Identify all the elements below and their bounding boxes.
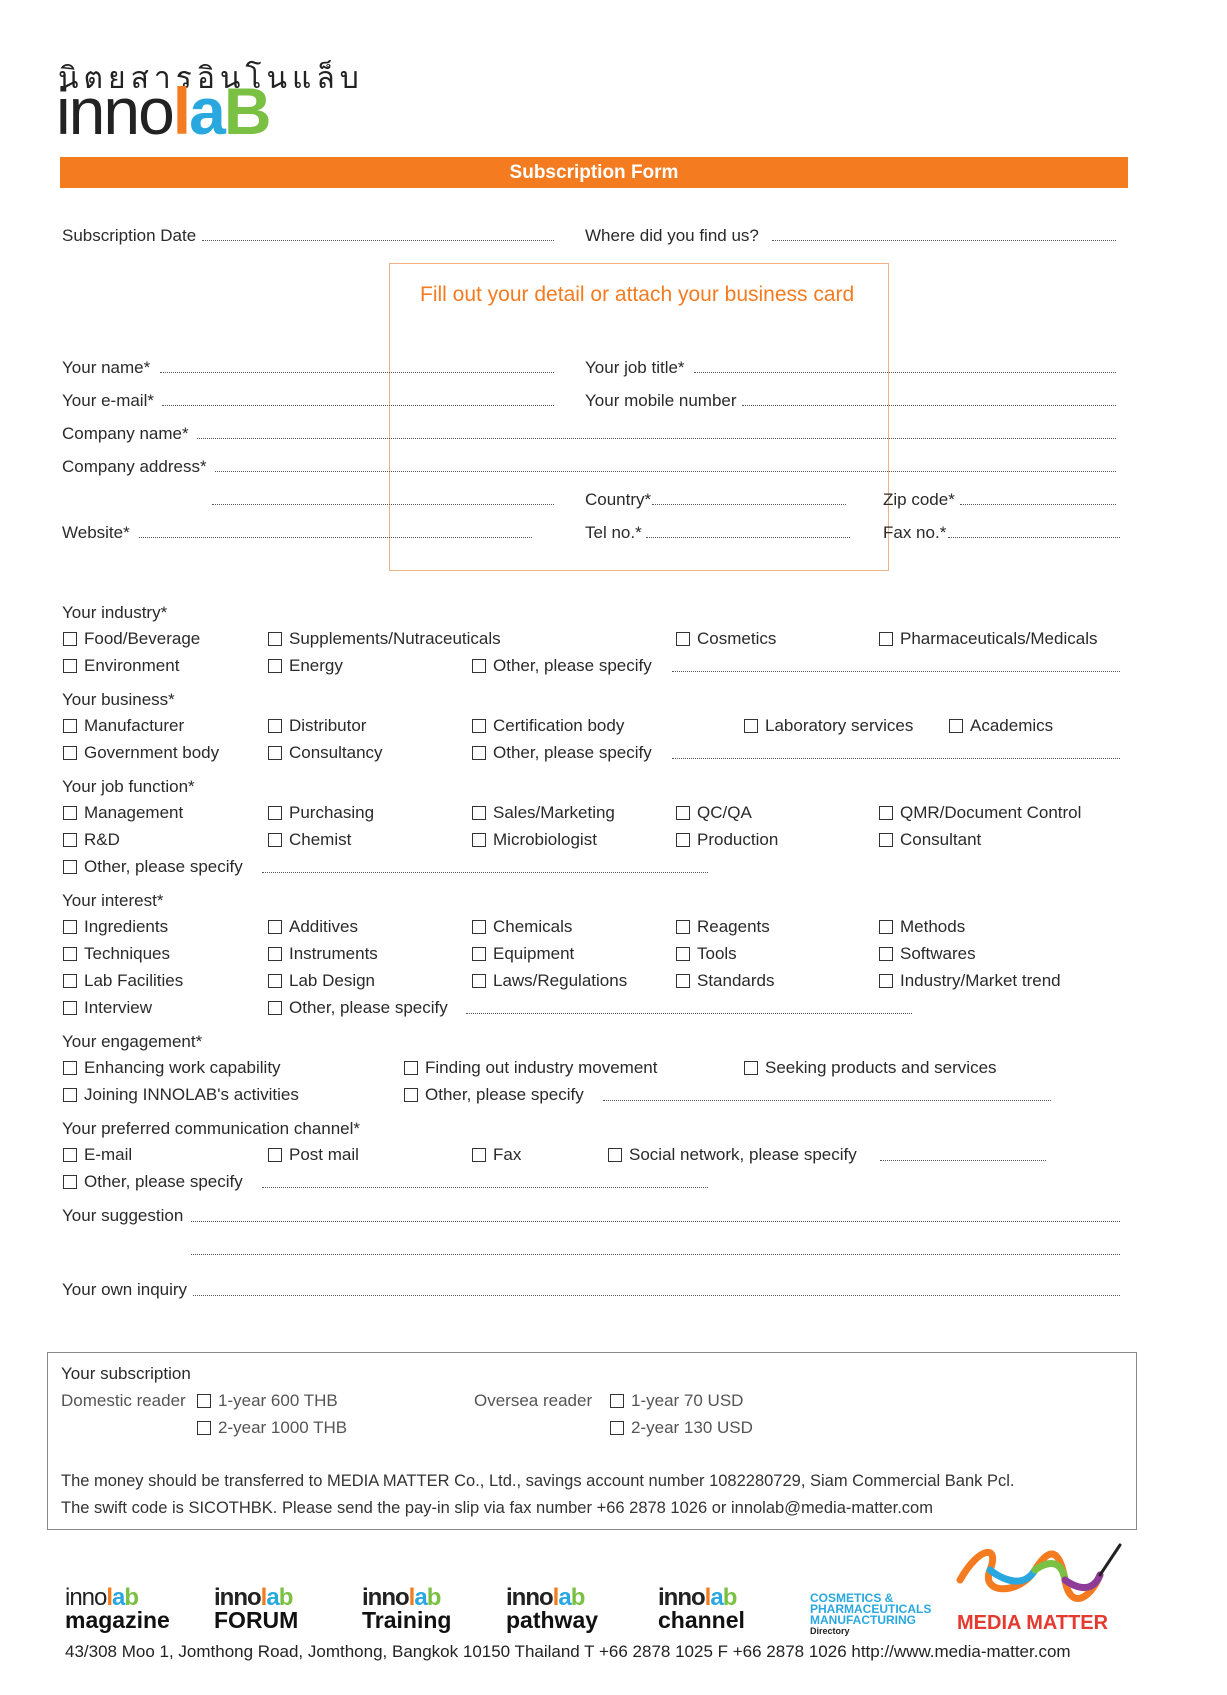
company-label: Company name* <box>62 424 189 443</box>
checkbox-finding-out[interactable] <box>404 1058 657 1078</box>
channel-other-field[interactable] <box>262 1187 708 1188</box>
checkbox-box[interactable] <box>676 947 690 961</box>
option-label: Fax <box>493 1145 522 1164</box>
checkbox-instruments[interactable] <box>268 944 378 964</box>
checkbox-academics[interactable] <box>949 716 1053 736</box>
brand-lab-letter: b <box>278 1584 293 1611</box>
mobile-field[interactable] <box>742 405 1116 406</box>
checkbox-box[interactable] <box>608 1148 622 1162</box>
fax-label: Fax no.* <box>883 523 947 542</box>
option-label: 2-year 130 USD <box>631 1418 753 1437</box>
checkbox-box[interactable] <box>197 1421 211 1435</box>
checkbox-supplements[interactable] <box>268 629 501 649</box>
option-label: Interview <box>84 998 153 1017</box>
option-label: Enhancing work capability <box>84 1058 281 1077</box>
brand-lab-letter: a <box>558 1584 571 1611</box>
checkbox-box[interactable] <box>63 1001 77 1015</box>
checkbox-box[interactable] <box>268 632 282 646</box>
checkbox-box[interactable] <box>63 1148 77 1162</box>
option-label: Management <box>84 803 184 822</box>
option-label: Other, please specify <box>425 1085 584 1104</box>
checkbox-market-trend[interactable] <box>879 971 1061 991</box>
checkbox-chemist[interactable] <box>268 830 351 850</box>
checkbox-box[interactable] <box>63 659 77 673</box>
brand-bottom: magazine <box>65 1607 170 1633</box>
checkbox-domestic-1year[interactable] <box>197 1391 338 1411</box>
checkbox-box[interactable] <box>744 719 758 733</box>
tel-field[interactable] <box>646 537 850 538</box>
brand-lab-letter: b <box>722 1584 737 1611</box>
option-label: Energy <box>289 656 343 675</box>
checkbox-box[interactable] <box>472 1148 486 1162</box>
suggestion-label: Your suggestion <box>62 1206 184 1225</box>
tel-label: Tel no.* <box>585 523 642 542</box>
checkbox-box[interactable] <box>472 806 486 820</box>
option-label: Equipment <box>493 944 575 963</box>
option-label: Sales/Marketing <box>493 803 615 822</box>
checkbox-management[interactable] <box>63 803 183 823</box>
option-label: Joining INNOLAB's activities <box>84 1085 299 1104</box>
address-field-line1[interactable] <box>215 471 1116 472</box>
checkbox-box[interactable] <box>404 1061 418 1075</box>
checkbox-box[interactable] <box>610 1394 624 1408</box>
checkbox-methods[interactable] <box>879 917 965 937</box>
option-label: Reagents <box>697 917 770 936</box>
checkbox-box[interactable] <box>63 1088 77 1102</box>
checkbox-box[interactable] <box>268 974 282 988</box>
brand-bottom: pathway <box>506 1607 599 1633</box>
checkbox-box[interactable] <box>472 746 486 760</box>
form-title: Subscription Form <box>509 162 679 183</box>
option-label: Post mail <box>289 1145 359 1164</box>
subscription-date-label: Subscription Date <box>62 226 197 245</box>
checkbox-ingredients[interactable] <box>63 917 168 937</box>
checkbox-box[interactable] <box>268 719 282 733</box>
option-label: Other, please specify <box>289 998 448 1017</box>
brand-lab-letter: a <box>112 1584 125 1611</box>
checkbox-box[interactable] <box>744 1061 758 1075</box>
option-label: QC/QA <box>697 803 752 822</box>
checkbox-box[interactable] <box>268 806 282 820</box>
option-label: Finding out industry movement <box>425 1058 658 1077</box>
checkbox-oversea-2year[interactable] <box>610 1418 753 1438</box>
checkbox-industry-other[interactable] <box>472 656 652 676</box>
option-label: Consultancy <box>289 743 383 762</box>
checkbox-sales-marketing[interactable] <box>472 803 615 823</box>
checkbox-qc-qa[interactable] <box>676 803 752 823</box>
subscription-label: Your subscription <box>61 1364 191 1383</box>
cpm-line: MANUFACTURING <box>810 1613 916 1627</box>
checkbox-softwares[interactable] <box>879 944 976 964</box>
interest-label: Your interest* <box>62 891 164 910</box>
industry-label: Your industry* <box>62 603 168 622</box>
checkbox-social-network[interactable] <box>608 1145 857 1165</box>
option-label: Supplements/Nutraceuticals <box>289 629 501 648</box>
checkbox-post-mail[interactable] <box>268 1145 359 1165</box>
option-label: Tools <box>697 944 737 963</box>
checkbox-production[interactable] <box>676 830 778 850</box>
brand-lab-letter: l <box>408 1584 415 1611</box>
checkbox-manufacturer[interactable] <box>63 716 184 736</box>
job-title-field[interactable] <box>694 372 1116 373</box>
cpm-directory-logo <box>810 1593 931 1637</box>
option-label: Chemist <box>289 830 352 849</box>
brand-lab-letter: b <box>570 1584 585 1611</box>
checkbox-joining[interactable] <box>63 1085 299 1105</box>
checkbox-email[interactable] <box>63 1145 132 1165</box>
option-label: Instruments <box>289 944 378 963</box>
option-label: Government body <box>84 743 220 762</box>
option-label: Other, please specify <box>493 656 652 675</box>
checkbox-box[interactable] <box>879 974 893 988</box>
payment-note-1: The money should be transferred to MEDIA MATTER Co., Ltd., savings account number 1082280729, Siam Commercial Bank Pcl. <box>61 1472 1015 1490</box>
option-label: QMR/Document Control <box>900 803 1082 822</box>
checkbox-box[interactable] <box>197 1394 211 1408</box>
job-other-field[interactable] <box>262 872 708 873</box>
option-label: Methods <box>900 917 966 936</box>
checkbox-box[interactable] <box>472 833 486 847</box>
brand-bottom: channel <box>658 1607 745 1633</box>
checkbox-energy[interactable] <box>268 656 343 676</box>
checkbox-box[interactable] <box>63 947 77 961</box>
checkbox-box[interactable] <box>63 860 77 874</box>
media-matter-swoosh-icon <box>950 1540 1125 1610</box>
option-label: Additives <box>289 917 358 936</box>
option-label: Laws/Regulations <box>493 971 628 990</box>
checkbox-domestic-2year[interactable] <box>197 1418 347 1438</box>
innolab-logo <box>56 74 270 148</box>
checkbox-box[interactable] <box>610 1421 624 1435</box>
brand-bottom: Training <box>362 1607 452 1633</box>
option-label: Certification body <box>493 716 625 735</box>
checkbox-box[interactable] <box>63 920 77 934</box>
checkbox-box[interactable] <box>879 947 893 961</box>
zip-field[interactable] <box>960 504 1116 505</box>
name-label: Your name* <box>62 358 151 377</box>
option-label: Standards <box>697 971 775 990</box>
brand-lab-letter: a <box>414 1584 427 1611</box>
option-label: Microbiologist <box>493 830 597 849</box>
cpm-line: PHARMACEUTICALS <box>810 1602 932 1616</box>
inquiry-field[interactable] <box>193 1295 1120 1296</box>
option-label: 2-year 1000 THB <box>218 1418 348 1437</box>
checkbox-enhancing[interactable] <box>63 1058 281 1078</box>
checkbox-interest-other[interactable] <box>268 998 448 1018</box>
checkbox-box[interactable] <box>472 719 486 733</box>
website-field[interactable] <box>139 537 532 538</box>
innolab-forum-logo <box>214 1584 299 1633</box>
checkbox-box[interactable] <box>268 920 282 934</box>
option-label: Academics <box>970 716 1054 735</box>
option-label: Food/Beverage <box>84 629 201 648</box>
company-field[interactable] <box>197 438 1116 439</box>
checkbox-food-beverage[interactable] <box>63 629 200 649</box>
checkbox-box[interactable] <box>63 746 77 760</box>
option-label: Techniques <box>84 944 171 963</box>
option-label: E-mail <box>84 1145 133 1164</box>
checkbox-box[interactable] <box>268 833 282 847</box>
email-label: Your e-mail* <box>62 391 154 410</box>
logo-inno: inno <box>56 74 173 148</box>
checkbox-microbiologist[interactable] <box>472 830 597 850</box>
website-label: Website* <box>62 523 130 542</box>
checkbox-business-other[interactable] <box>472 743 652 763</box>
option-label: Laboratory services <box>765 716 914 735</box>
checkbox-box[interactable] <box>676 974 690 988</box>
option-label: Social network, please specify <box>629 1145 857 1164</box>
checkbox-box[interactable] <box>472 659 486 673</box>
checkbox-lab-design[interactable] <box>268 971 375 991</box>
social-network-field[interactable] <box>880 1160 1046 1161</box>
where-find-label: Where did you find us? <box>585 226 759 245</box>
engagement-other-field[interactable] <box>603 1100 1051 1101</box>
checkbox-qmr[interactable] <box>879 803 1081 823</box>
checkbox-box[interactable] <box>268 1148 282 1162</box>
footer-address: 43/308 Moo 1, Jomthong Road, Jomthong, Bangkok 10150 Thailand T +66 2878 1025 F +66 2878 1026 http://www.media-matter.com <box>65 1642 1071 1661</box>
checkbox-box[interactable] <box>63 719 77 733</box>
option-label: Purchasing <box>289 803 375 822</box>
checkbox-box[interactable] <box>676 833 690 847</box>
fax-field[interactable] <box>948 537 1120 538</box>
address-field-line2[interactable] <box>212 504 554 505</box>
logo-l: l <box>172 74 190 148</box>
checkbox-engagement-other[interactable] <box>404 1085 584 1105</box>
checkbox-certification[interactable] <box>472 716 624 736</box>
interest-other-field[interactable] <box>466 1013 912 1014</box>
option-label: Other, please specify <box>84 1172 243 1191</box>
checkbox-channel-other[interactable] <box>63 1172 243 1192</box>
checkbox-box[interactable] <box>879 833 893 847</box>
option-label: Distributor <box>289 716 367 735</box>
business-other-field[interactable] <box>672 758 1120 759</box>
brand-top: inno <box>658 1584 705 1611</box>
option-label: Softwares <box>900 944 976 963</box>
option-label: Pharmaceuticals/Medicals <box>900 629 1098 648</box>
checkbox-box[interactable] <box>268 746 282 760</box>
option-label: 1-year 600 THB <box>218 1391 338 1410</box>
card-prompt: Fill out your detail or attach your business card <box>420 283 855 306</box>
innolab-magazine-logo <box>65 1584 170 1633</box>
logo-a: a <box>189 74 224 148</box>
checkbox-equipment[interactable] <box>472 944 574 964</box>
engagement-label: Your engagement* <box>62 1032 203 1051</box>
checkbox-consultancy[interactable] <box>268 743 383 763</box>
option-label: Chemicals <box>493 917 573 936</box>
checkbox-techniques[interactable] <box>63 944 170 964</box>
option-label: R&D <box>84 830 120 849</box>
checkbox-chemicals[interactable] <box>472 917 572 937</box>
brand-top: inno <box>65 1584 107 1611</box>
job-function-label: Your job function* <box>62 777 195 796</box>
business-label: Your business* <box>62 690 175 709</box>
checkbox-oversea-1year[interactable] <box>610 1391 743 1411</box>
option-label: Production <box>697 830 779 849</box>
checkbox-lab-facilities[interactable] <box>63 971 183 991</box>
checkbox-box[interactable] <box>404 1088 418 1102</box>
checkbox-box[interactable] <box>63 806 77 820</box>
oversea-label: Oversea reader <box>474 1391 593 1410</box>
checkbox-box[interactable] <box>63 974 77 988</box>
logo-thai-text: นิตยสารอินโนแล็บ <box>58 61 364 96</box>
brand-lab-letter: l <box>260 1584 267 1611</box>
checkbox-pharmaceuticals[interactable] <box>879 629 1097 649</box>
logo-b: B <box>223 74 270 148</box>
title-bar <box>60 157 1128 188</box>
checkbox-rnd[interactable] <box>63 830 120 850</box>
suggestion-field-line2[interactable] <box>191 1254 1120 1255</box>
option-label: Environment <box>84 656 180 675</box>
checkbox-additives[interactable] <box>268 917 358 937</box>
checkbox-box[interactable] <box>63 1175 77 1189</box>
option-label: Lab Design <box>289 971 376 990</box>
media-matter-logo-text: MEDIA MATTER <box>957 1612 1109 1634</box>
checkbox-government[interactable] <box>63 743 219 763</box>
cpm-line: Directory <box>810 1626 850 1636</box>
address-label: Company address* <box>62 457 207 476</box>
email-field[interactable] <box>162 405 554 406</box>
checkbox-laboratory[interactable] <box>744 716 913 736</box>
option-label: 1-year 70 USD <box>631 1391 744 1410</box>
brand-lab-letter: a <box>710 1584 723 1611</box>
checkbox-box[interactable] <box>472 974 486 988</box>
country-field[interactable] <box>652 504 846 505</box>
checkbox-seeking[interactable] <box>744 1058 997 1078</box>
checkbox-box[interactable] <box>676 920 690 934</box>
option-label: Ingredients <box>84 917 169 936</box>
channel-label: Your preferred communication channel* <box>62 1119 360 1138</box>
checkbox-reagents[interactable] <box>676 917 770 937</box>
innolab-pathway-logo <box>506 1584 599 1633</box>
payment-note-2: The swift code is SICOTHBK. Please send the pay-in slip via fax number +66 2878 1026 or innolab@media-matter.com <box>61 1499 933 1517</box>
brand-top: inno <box>214 1584 261 1611</box>
industry-other-field[interactable] <box>672 671 1120 672</box>
checkbox-distributor[interactable] <box>268 716 366 736</box>
brand-top: inno <box>506 1584 553 1611</box>
innolab-training-logo <box>362 1584 452 1633</box>
option-label: Consultant <box>900 830 982 849</box>
checkbox-environment[interactable] <box>63 656 179 676</box>
country-label: Country* <box>585 490 652 509</box>
brand-lab-letter: b <box>124 1584 139 1611</box>
option-label: Other, please specify <box>493 743 652 762</box>
checkbox-tools[interactable] <box>676 944 737 964</box>
checkbox-job-other[interactable] <box>63 857 243 877</box>
cpm-line: COSMETICS & <box>810 1591 894 1605</box>
checkbox-box[interactable] <box>472 920 486 934</box>
brand-bottom: FORUM <box>214 1607 299 1633</box>
brand-lab-letter: b <box>426 1584 441 1611</box>
checkbox-cosmetics[interactable] <box>676 629 776 649</box>
checkbox-box[interactable] <box>63 1061 77 1075</box>
checkbox-box[interactable] <box>879 920 893 934</box>
checkbox-box[interactable] <box>268 1001 282 1015</box>
checkbox-box[interactable] <box>676 806 690 820</box>
where-find-field[interactable] <box>772 240 1116 241</box>
innolab-channel-logo <box>658 1584 745 1633</box>
brand-lab-letter: l <box>106 1584 113 1611</box>
option-label: Lab Facilities <box>84 971 184 990</box>
checkbox-standards[interactable] <box>676 971 775 991</box>
option-label: Manufacturer <box>84 716 185 735</box>
checkbox-fax[interactable] <box>472 1145 521 1165</box>
domestic-label: Domestic reader <box>61 1391 186 1410</box>
job-title-label: Your job title* <box>585 358 685 377</box>
suggestion-field-line1[interactable] <box>191 1221 1120 1222</box>
checkbox-box[interactable] <box>676 632 690 646</box>
subscription-date-field[interactable] <box>202 240 554 241</box>
checkbox-interview[interactable] <box>63 998 152 1018</box>
checkbox-consultant[interactable] <box>879 830 981 850</box>
checkbox-box[interactable] <box>63 833 77 847</box>
checkbox-box[interactable] <box>949 719 963 733</box>
option-label: Other, please specify <box>84 857 243 876</box>
brand-top: inno <box>362 1584 409 1611</box>
checkbox-purchasing[interactable] <box>268 803 374 823</box>
checkbox-box[interactable] <box>879 632 893 646</box>
brand-lab-letter: l <box>704 1584 711 1611</box>
mobile-label: Your mobile number <box>585 391 737 410</box>
checkbox-box[interactable] <box>472 947 486 961</box>
checkbox-box[interactable] <box>268 659 282 673</box>
checkbox-box[interactable] <box>63 632 77 646</box>
inquiry-label: Your own inquiry <box>62 1280 188 1299</box>
checkbox-box[interactable] <box>879 806 893 820</box>
brand-lab-letter: l <box>552 1584 559 1611</box>
brand-lab-letter: a <box>266 1584 279 1611</box>
option-label: Industry/Market trend <box>900 971 1061 990</box>
name-field[interactable] <box>160 372 554 373</box>
option-label: Cosmetics <box>697 629 777 648</box>
checkbox-laws[interactable] <box>472 971 627 991</box>
option-label: Seeking products and services <box>765 1058 997 1077</box>
zip-label: Zip code* <box>883 490 955 509</box>
checkbox-box[interactable] <box>268 947 282 961</box>
